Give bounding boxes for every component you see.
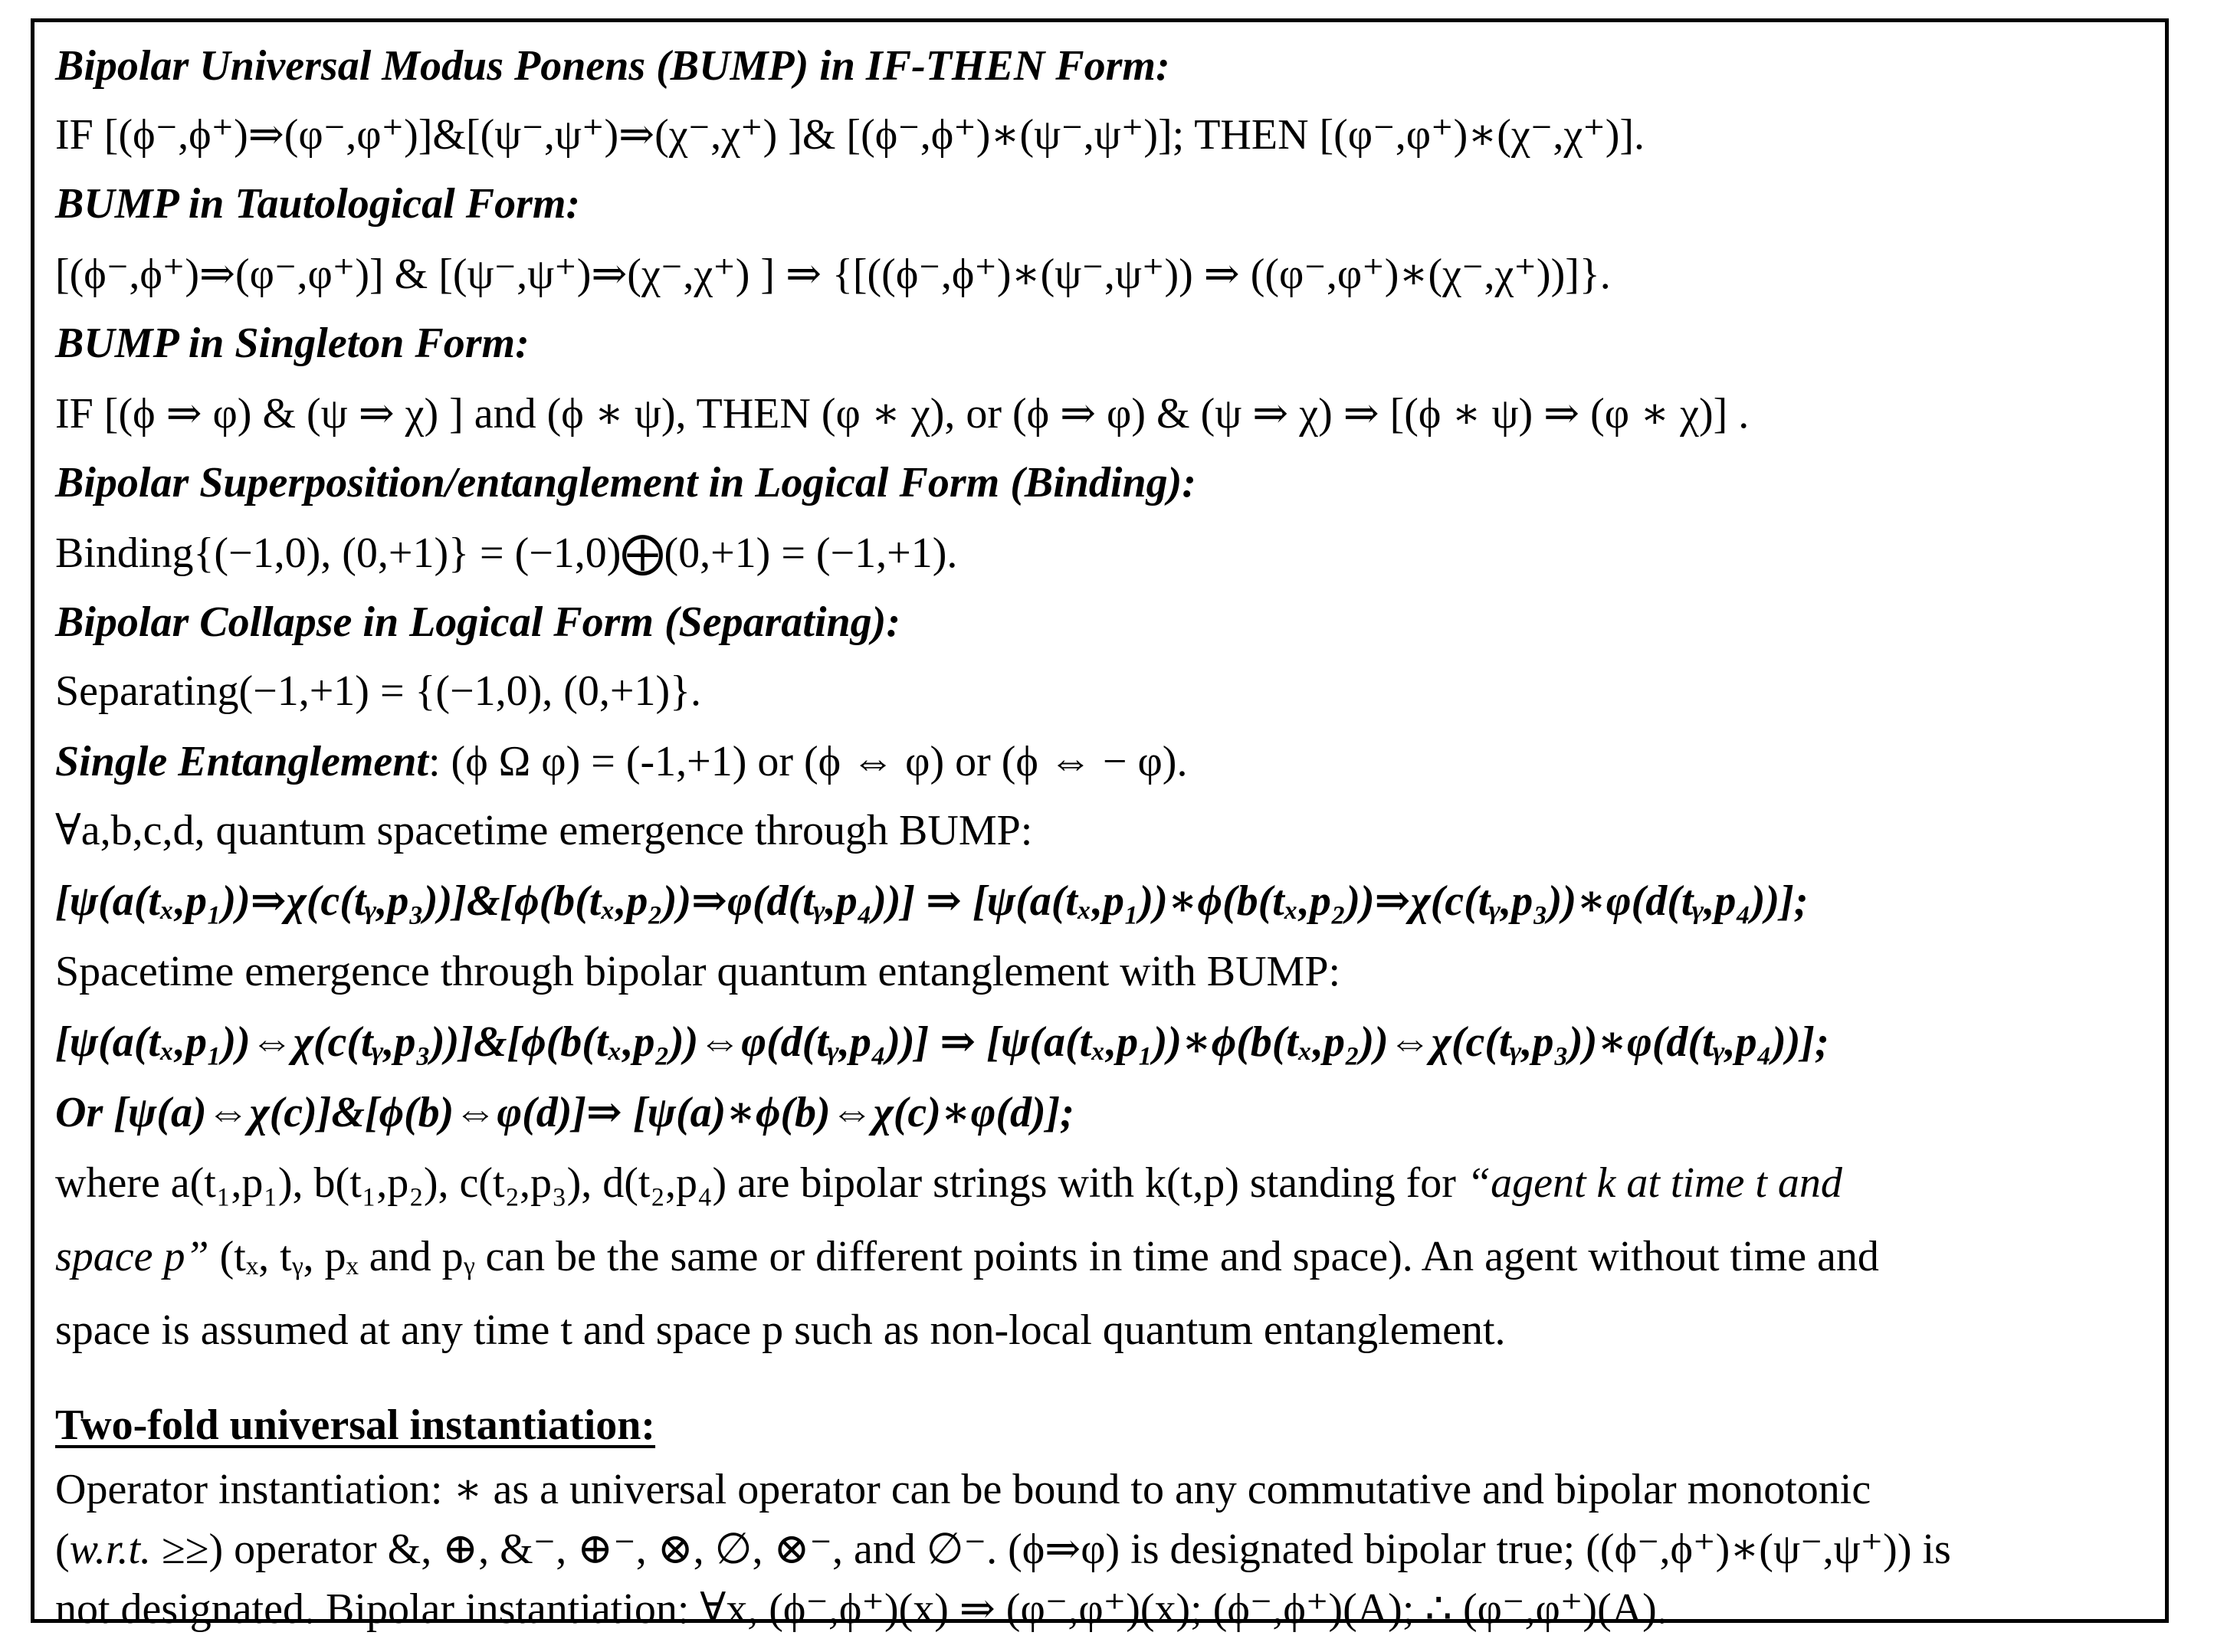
wrt-abbrev: w.r.t. (69, 1526, 151, 1573)
single-entanglement-line (55, 740, 1187, 783)
formula-spacetime-entanglement: [ψ(a(tₓ,p₁))⇔χ(c(tᵧ,p₃))]&[ϕ(b(tₓ,p₂))⇔φ(d(tᵧ,p₄))] ⇒ [ψ(a(tₓ,p₁))∗ϕ(b(tₓ,p₂))⇔χ(c(tᵧ,p₃))∗φ(d(tᵧ,p₄))]; (55, 1018, 1829, 1066)
instantiation-line-3: not designated. Bipolar instantiation: ∀x, (ϕ⁻,ϕ⁺)(x) ⇒ (φ⁻,φ⁺)(x); (ϕ⁻,ϕ⁺)(A); ∴ (φ⁻,φ⁺)(A). (55, 1585, 1668, 1633)
heading-bump-if-then: Bipolar Universal Modus Ponens (BUMP) in IF-THEN Form: (55, 42, 1170, 90)
explanation-text-1a: where a(t₁,p₁), b(t₁,p₂), c(t₂,p₃), d(t₂,p₄) are bipolar strings with k(t,p) standing for (55, 1159, 1467, 1207)
explanation-line-1 (55, 1159, 1842, 1207)
explanation-line-2 (55, 1235, 1879, 1278)
heading-bump-tautological: BUMP in Tautological Form: (55, 180, 581, 228)
heading-bipolar-superposition: Bipolar Superposition/entanglement in Logical Form (Binding): (55, 459, 1196, 506)
heading-two-fold-wrapper (55, 1401, 656, 1449)
heading-bump-singleton: BUMP in Singleton Form: (55, 320, 530, 367)
instantiation-line-1: Operator instantiation: ∗ as a universal operator can be bound to any commutative and bipolar monotonic (55, 1466, 1871, 1513)
formula-separating: Separating(−1,+1) = {(−1,0), (0,+1)}. (55, 667, 702, 715)
entanglement-intro-line: Spacetime emergence through bipolar quantum entanglement with BUMP: (55, 948, 1341, 995)
heading-bipolar-collapse: Bipolar Collapse in Logical Form (Separating): (55, 598, 900, 646)
heading-two-fold-instantiation: Two-fold universal instantiation: (55, 1401, 656, 1449)
explanation-text-2: (tₓ, tᵧ, pₓ and pᵧ can be the same or different points in time and space). An agent without time and (208, 1233, 1879, 1280)
explanation-line-3: space is assumed at any time t and space p such as non-local quantum entanglement. (55, 1306, 1506, 1354)
formula-spacetime-bump: [ψ(a(tₓ,p₁))⇒χ(c(tᵧ,p₃))]&[ϕ(b(tₓ,p₂))⇒φ(d(tᵧ,p₄))] ⇒ [ψ(a(tₓ,p₁))∗ϕ(b(tₓ,p₂))⇒χ(c(tᵧ,p₃))∗φ(d(tᵧ,p₄))]; (55, 877, 1809, 925)
formula-bump-tautological: [(ϕ⁻,ϕ⁺)⇒(φ⁻,φ⁺)] & [(ψ⁻,ψ⁺)⇒(χ⁻,χ⁺) ] ⇒ {[((ϕ⁻,ϕ⁺)∗(ψ⁻,ψ⁺)) ⇒ ((φ⁻,φ⁺)∗(χ⁻,χ⁺))]}. (55, 251, 1611, 298)
instantiation-line-2 (55, 1528, 1951, 1571)
formula-binding: Binding{(−1,0), (0,+1)} = (−1,0)⨁(0,+1) = (−1,+1). (55, 529, 958, 577)
formula-bump-singleton: IF [(ϕ ⇒ φ) & (ψ ⇒ χ) ] and (ϕ ∗ ψ), THEN (φ ∗ χ), or (ϕ ⇒ φ) & (ψ ⇒ χ) ⇒ [(ϕ ∗ ψ) ⇒ (φ ∗ χ)] . (55, 390, 1750, 438)
explanation-quote-2: space p” (55, 1233, 209, 1280)
single-entanglement-label: Single Entanglement (55, 738, 428, 785)
formula-bump-if-then: IF [(ϕ⁻,ϕ⁺)⇒(φ⁻,φ⁺)]&[(ψ⁻,ψ⁺)⇒(χ⁻,χ⁺) ]& [(ϕ⁻,ϕ⁺)∗(ψ⁻,ψ⁺)]; THEN [(φ⁻,φ⁺)∗(χ⁻,χ⁺)]. (55, 111, 1645, 159)
explanation-quote-1: “agent k at time t and (1466, 1159, 1842, 1207)
instantiation-text-2a: ( (55, 1526, 70, 1573)
instantiation-text-2c: ≥≥) operator &, ⊕, &⁻, ⊕⁻, ⊗, ∅, ⊗⁻, and ∅⁻. (ϕ⇒φ) is designated bipolar true; ((ϕ⁻,ϕ⁺)∗(ψ⁻,ψ⁺)) is (151, 1526, 1951, 1573)
formula-spacetime-short: Or [ψ(a)⇔χ(c)]&[ϕ(b)⇔φ(d)]⇒ [ψ(a)∗ϕ(b)⇔χ(c)∗φ(d)]; (55, 1089, 1074, 1136)
spacetime-intro-line: ∀a,b,c,d, quantum spacetime emergence through BUMP: (55, 807, 1033, 854)
single-entanglement-formula: : (ϕ Ω φ) = (-1,+1) or (ϕ ⇔ φ) or (ϕ ⇔ − φ). (428, 738, 1188, 785)
